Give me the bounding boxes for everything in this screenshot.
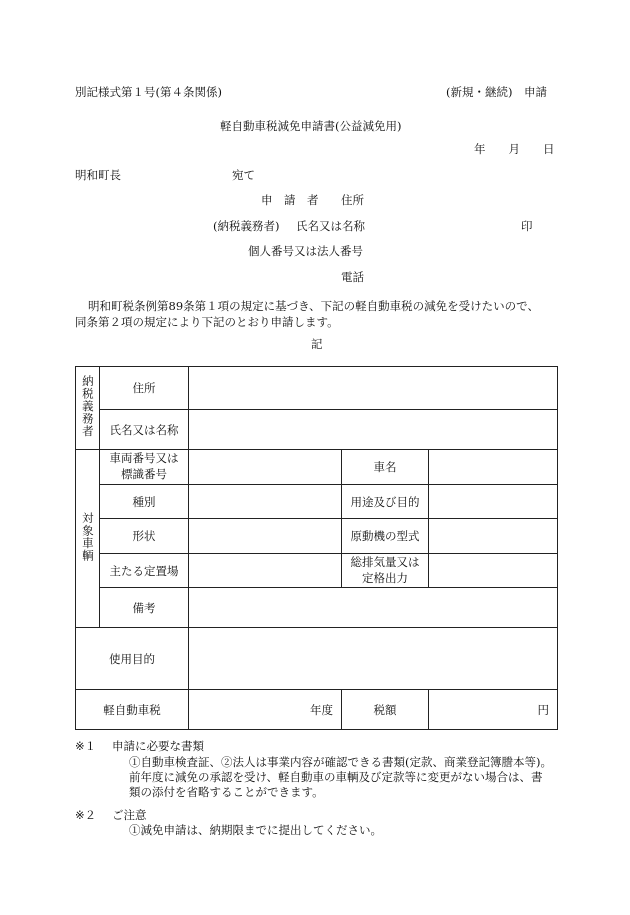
vehicle-group-header: 対象車輌: [76, 450, 100, 628]
application-table: [75, 366, 558, 730]
addressee-suffix: 宛て: [232, 168, 255, 182]
note-1-line-1: ①自動車検査証、②法人は事業内容が確認できる書類(定款、商業登記簿謄本等)。: [129, 755, 552, 769]
remarks-label: 備考: [100, 588, 189, 628]
taxpayer-address-field[interactable]: [189, 367, 558, 410]
storage-location-label: 主たる定置場: [100, 554, 189, 588]
ki-label: 記: [311, 337, 323, 351]
note-1-title: 申請に必要な書類: [112, 739, 204, 753]
applicant-role-label: 申 請 者: [261, 193, 319, 207]
taxpayer-name-label: 氏名又は名称: [100, 410, 189, 450]
type-field[interactable]: [189, 485, 342, 519]
note-2-line-1: ①減免申請は、納期限までに提出してください。: [129, 823, 382, 837]
taxpayer-group-header: 納税義務者: [76, 367, 100, 450]
taxpayer-name-field[interactable]: [189, 410, 558, 450]
date-field: 年 月 日: [474, 142, 555, 156]
engine-model-label: 原動機の型式: [342, 519, 429, 554]
engine-model-field[interactable]: [429, 519, 558, 554]
usage-field[interactable]: [429, 485, 558, 519]
note-2-mark: ※２: [75, 808, 97, 822]
application-type-label: (新規・継続) 申請: [446, 85, 547, 99]
vehicle-number-field[interactable]: [189, 450, 342, 485]
phone-label: 電話: [341, 270, 364, 284]
body-text-line-1: 明和町税条例第89条第１項の規定に基づき、下記の軽自動車税の減免を受けたいので、: [88, 299, 539, 313]
displacement-field[interactable]: [429, 554, 558, 588]
note-2-title: ご注意: [112, 808, 147, 822]
purpose-field[interactable]: [189, 628, 558, 690]
vehicle-number-label: 車両番号又は 標識番号: [100, 450, 189, 485]
applicant-name-label: 氏名又は名称: [296, 219, 365, 233]
form-number-label: 別記様式第１号(第４条関係): [75, 85, 222, 99]
note-1-line-3: 類の添付を省略することができます。: [129, 785, 324, 799]
document-title: 軽自動車税減免申請書(公益減免用): [220, 119, 402, 133]
shape-label: 形状: [100, 519, 189, 554]
type-label: 種別: [100, 485, 189, 519]
remarks-field[interactable]: [189, 588, 558, 628]
addressee-name: 明和町長: [75, 168, 121, 182]
car-name-label: 車名: [342, 450, 429, 485]
tax-amount-label: 税額: [342, 690, 429, 730]
storage-location-field[interactable]: [189, 554, 342, 588]
usage-label: 用途及び目的: [342, 485, 429, 519]
id-number-label: 個人番号又は法人番号: [248, 244, 363, 258]
taxpayer-address-label: 住所: [100, 367, 189, 410]
tax-amount-field[interactable]: 円: [429, 690, 558, 730]
note-1-line-2: 前年度に減免の承認を受け、軽自動車の車輌及び定款等に変更がない場合は、書: [129, 770, 543, 784]
shape-field[interactable]: [189, 519, 342, 554]
kei-tax-label: 軽自動車税: [76, 690, 189, 730]
taxpayer-label: (納税義務者): [213, 219, 280, 233]
fiscal-year-field[interactable]: 年度: [189, 690, 342, 730]
displacement-label: 総排気量又は 定格出力: [342, 554, 429, 588]
car-name-field[interactable]: [429, 450, 558, 485]
applicant-address-label: 住所: [341, 193, 364, 207]
seal-mark: 印: [521, 219, 533, 233]
note-1-mark: ※１: [75, 739, 97, 753]
body-text-line-2: 同条第２項の規定により下記のとおり申請します。: [75, 315, 339, 329]
purpose-label: 使用目的: [76, 628, 189, 690]
